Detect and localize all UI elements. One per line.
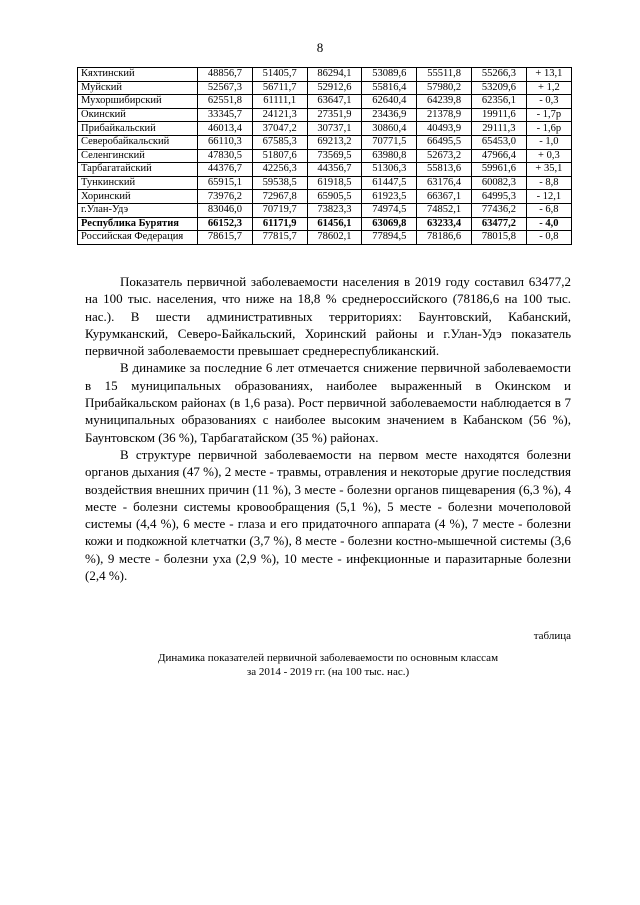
value-cell: + 0,3 [526,149,571,163]
value-cell: 61447,5 [362,176,417,190]
value-cell: 48856,7 [198,68,253,82]
value-cell: 83046,0 [198,203,253,217]
region-name-cell: Кяхтинский [78,68,198,82]
table-row [78,108,572,122]
value-cell: 70719,7 [252,203,307,217]
value-cell: 57980,2 [417,81,472,95]
value-cell: 74852,1 [417,203,472,217]
table-row [78,203,572,217]
value-cell: 78602,1 [307,231,362,245]
value-cell: 19911,6 [471,108,526,122]
region-name-cell: Северобайкальский [78,135,198,149]
value-cell: 66367,1 [417,190,472,204]
value-cell: + 1,2 [526,81,571,95]
value-cell: 55266,3 [471,68,526,82]
value-cell: 70771,5 [362,135,417,149]
value-cell: 66152,3 [198,217,253,231]
table-row [78,217,572,231]
value-cell: 37047,2 [252,122,307,136]
table-row [78,81,572,95]
region-name-cell: Российская Федерация [78,231,198,245]
value-cell: 61171,9 [252,217,307,231]
value-cell: 29111,3 [471,122,526,136]
table-row [78,149,572,163]
region-name-cell: г.Улан-Удэ [78,203,198,217]
table-row [78,135,572,149]
region-name-cell: Окинский [78,108,198,122]
caption-line-2: за 2014 - 2019 гг. (на 100 тыс. нас.) [246,666,410,678]
value-cell: 30737,1 [307,122,362,136]
value-cell: 72967,8 [252,190,307,204]
value-cell: 63477,2 [471,217,526,231]
value-cell: - 1,6р [526,122,571,136]
value-cell: 52567,3 [198,81,253,95]
value-cell: 52912,6 [307,81,362,95]
value-cell: 44356,7 [307,163,362,177]
region-name-cell: Тарбагатайский [78,163,198,177]
value-cell: 47966,4 [471,149,526,163]
region-name-cell: Муйский [78,81,198,95]
value-cell: 55813,6 [417,163,472,177]
value-cell: 59961,6 [471,163,526,177]
value-cell: 61111,1 [252,95,307,109]
value-cell: 63069,8 [362,217,417,231]
value-cell: 66110,3 [198,135,253,149]
table-row [78,95,572,109]
value-cell: 65915,1 [198,176,253,190]
value-cell: - 1,7р [526,108,571,122]
value-cell: 66495,5 [417,135,472,149]
value-cell: 64239,8 [417,95,472,109]
paragraph-1: Показатель первичной заболеваемости населения в 2019 году составил 63477,2 на 100 тыс. населения, что ниже на 18,8 % среднероссийского (78186,6 на 100 тыс. нас.). В шести административных территориях: Баунтовский, Кабанский, Курумканский, Северо-Байкальский, Хоринский районы и г.Улан-Удэ показатель первичной заболеваемости превышает среднереспубликанский. [85,274,571,359]
value-cell: 77436,2 [471,203,526,217]
value-cell: 63176,4 [417,176,472,190]
value-cell: - 0,3 [526,95,571,109]
value-cell: 65905,5 [307,190,362,204]
value-cell: 51807,6 [252,149,307,163]
value-cell: 63980,8 [362,149,417,163]
value-cell: 46013,4 [198,122,253,136]
value-cell: + 13,1 [526,68,571,82]
page-number: 8 [316,40,324,55]
value-cell: 56711,7 [252,81,307,95]
table-caption [85,651,571,679]
morbidity-table [77,67,572,245]
value-cell: 74974,5 [362,203,417,217]
value-cell: - 12,1 [526,190,571,204]
value-cell: 78615,7 [198,231,253,245]
table-row [78,163,572,177]
value-cell: 59538,5 [252,176,307,190]
value-cell: 61456,1 [307,217,362,231]
value-cell: 61918,5 [307,176,362,190]
value-cell: 44376,7 [198,163,253,177]
value-cell: 62551,8 [198,95,253,109]
value-cell: 78186,6 [417,231,472,245]
paragraph-2: В динамике за последние 6 лет отмечается снижение первичной заболеваемости в 15 муниципальных образованиях, наиболее выраженный в Окинском и Прибайкальском районах (в 1,6 раза). Рост первичной заболеваемости наблюдается в 7 муниципальных образованиях с наиболее высоким значением в Кабанском (56 %), Баунтовском (36 %), Тарбагатайском (35 %) районах. [85,360,571,445]
value-cell: 62640,4 [362,95,417,109]
value-cell: 53209,6 [471,81,526,95]
value-cell: 77815,7 [252,231,307,245]
value-cell: 40493,9 [417,122,472,136]
table-label: таблица [533,630,571,642]
value-cell: 27351,9 [307,108,362,122]
value-cell: 61923,5 [362,190,417,204]
value-cell: 24121,3 [252,108,307,122]
value-cell: 55511,8 [417,68,472,82]
value-cell: 23436,9 [362,108,417,122]
value-cell: 33345,7 [198,108,253,122]
value-cell: - 4,0 [526,217,571,231]
value-cell: - 6,8 [526,203,571,217]
value-cell: 52673,2 [417,149,472,163]
value-cell: 67585,3 [252,135,307,149]
value-cell: 69213,2 [307,135,362,149]
value-cell: - 0,8 [526,231,571,245]
table-body [78,68,572,245]
table-row [78,122,572,136]
value-cell: 73569,5 [307,149,362,163]
value-cell: 42256,3 [252,163,307,177]
region-name-cell: Мухоршибирский [78,95,198,109]
region-name-cell: Хоринский [78,190,198,204]
value-cell: 63647,1 [307,95,362,109]
region-name-cell: Прибайкальский [78,122,198,136]
caption-line-1: Динамика показателей первичной заболеваемости по основным классам [157,652,499,664]
value-cell: 51306,3 [362,163,417,177]
value-cell: 62356,1 [471,95,526,109]
value-cell: 53089,6 [362,68,417,82]
value-cell: 78015,8 [471,231,526,245]
value-cell: 63233,4 [417,217,472,231]
value-cell: 60082,3 [471,176,526,190]
table-row [78,231,572,245]
value-cell: 21378,9 [417,108,472,122]
value-cell: 30860,4 [362,122,417,136]
value-cell: 55816,4 [362,81,417,95]
value-cell: 47830,5 [198,149,253,163]
region-name-cell: Республика Бурятия [78,217,198,231]
value-cell: 73976,2 [198,190,253,204]
value-cell: - 8,8 [526,176,571,190]
region-name-cell: Тункинский [78,176,198,190]
value-cell: 73823,3 [307,203,362,217]
table-row [78,176,572,190]
value-cell: - 1,0 [526,135,571,149]
table-row [78,190,572,204]
value-cell: 51405,7 [252,68,307,82]
value-cell: + 35,1 [526,163,571,177]
paragraph-3: В структуре первичной заболеваемости на первом месте находятся болезни органов дыхания (47 %), 2 месте - травмы, отравления и некоторые другие последствия воздействия внешних причин (11 %), 3 месте - болезни органов пищеварения (6,3 %), 4 месте - болезни системы кровообращения (5,1 %), 5 месте - болезни мочеполовой системы (4,4 %), 6 месте - глаза и его придаточного аппарата (4 %), 7 месте - болезни кожи и подкожной клетчатки (3,7 %), 8 месте - болезни костно-мышечной системы (3,6 %), 9 месте - болезни уха (2,9 %), 10 месте - инфекционные и паразитарные болезни (2,4 %). [85,446,571,584]
region-name-cell: Селенгинский [78,149,198,163]
table-row [78,68,572,82]
value-cell: 65453,0 [471,135,526,149]
value-cell: 86294,1 [307,68,362,82]
value-cell: 64995,3 [471,190,526,204]
body-text [85,273,571,584]
value-cell: 77894,5 [362,231,417,245]
